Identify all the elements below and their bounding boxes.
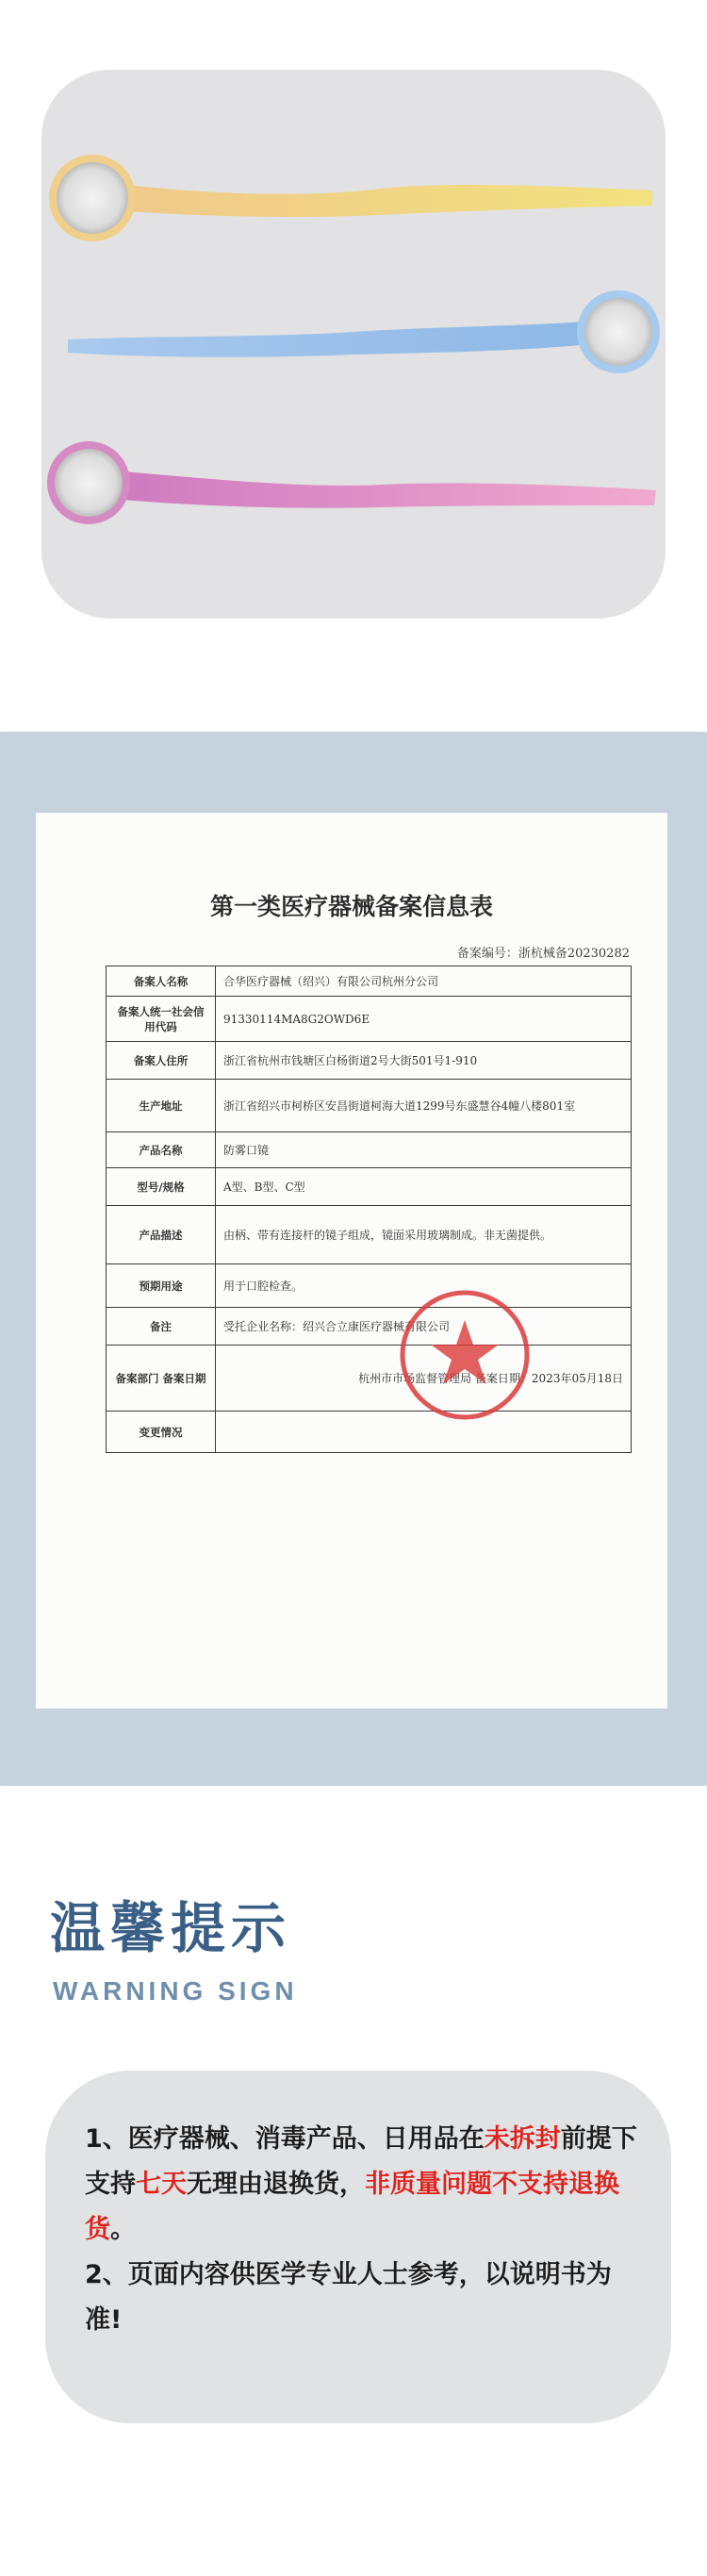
tips-text: [85, 2117, 641, 2343]
table-row: [107, 1412, 632, 1453]
row-label: 产品描述: [107, 1206, 216, 1264]
table-row: [107, 1346, 632, 1412]
yellow-mirror-icon: [49, 155, 652, 241]
table-row: [107, 1308, 632, 1346]
row-label: 变更情况: [107, 1412, 216, 1453]
tip-item-return-policy: [85, 2117, 641, 2253]
tip-text: 前提下支持: [85, 2124, 637, 2199]
product-photo-card: [41, 70, 666, 619]
tips-title: 温馨提示: [50, 1896, 292, 1960]
row-label: 预期用途: [107, 1264, 216, 1308]
row-label: 产品名称: [107, 1132, 216, 1168]
certificate-number: 备案编号：浙杭械备20230282: [456, 947, 630, 961]
dental-mirrors-illustration: [41, 70, 666, 619]
row-value: 受托企业名称：绍兴合立康医疗器械有限公司: [216, 1308, 632, 1346]
certificate-table: [106, 966, 632, 1453]
official-seal-icon: [394, 1284, 535, 1426]
table-row: [107, 997, 632, 1042]
tips-subtitle: WARNING SIGN: [53, 1976, 298, 2006]
row-value: 91330114MA8G2OWD6E: [216, 997, 632, 1042]
row-value: 由柄、带有连接杆的镜子组成，镜面采用玻璃制成。非无菌提供。: [216, 1206, 632, 1264]
row-value: 用于口腔检查。: [216, 1264, 632, 1308]
row-label: 备案人统一社会信用代码: [107, 997, 216, 1042]
row-value: 杭州市市场监督管理局 备案日期：2023年05月18日: [216, 1346, 632, 1412]
tip-text: 无理由退换货，: [187, 2170, 365, 2199]
certificate-document: [36, 813, 667, 1709]
table-row: [107, 1206, 632, 1264]
row-value: 浙江省绍兴市柯桥区安昌街道柯海大道1299号东盛慧谷4幢八楼801室: [216, 1080, 632, 1132]
table-row: [107, 1080, 632, 1132]
row-label: 备注: [107, 1308, 216, 1346]
row-label: 生产地址: [107, 1080, 216, 1132]
pink-mirror-icon: [47, 441, 656, 524]
table-row: [107, 1264, 632, 1308]
table-row: [107, 1042, 632, 1080]
row-label: 备案人住所: [107, 1042, 216, 1080]
tip-highlight-non-quality: 非质量问题不支持退换货: [85, 2170, 619, 2244]
table-row: [107, 966, 632, 997]
tip-highlight-unopened: 未拆封: [484, 2124, 561, 2154]
row-label: 备案部门 备案日期: [107, 1346, 216, 1412]
tip-highlight-seven-days: 七天: [136, 2170, 187, 2199]
row-value: 合华医疗器械（绍兴）有限公司杭州分公司: [216, 966, 632, 997]
certificate-title: 第一类医疗器械备案信息表: [209, 893, 493, 920]
row-label: 备案人名称: [107, 966, 216, 997]
tip-text: 。: [110, 2215, 136, 2244]
table-row: [107, 1168, 632, 1206]
tip-item-reference: 2、页面内容供医学专业人士参考，以说明书为准!: [85, 2260, 612, 2335]
table-row: [107, 1132, 632, 1168]
row-label: 型号/规格: [107, 1168, 216, 1206]
tip-text: 1、医疗器械、消毒产品、日用品在: [85, 2124, 485, 2154]
blue-mirror-icon: [68, 290, 660, 373]
row-value: 防雾口镜: [216, 1132, 632, 1168]
row-value: A型、B型、C型: [216, 1168, 632, 1206]
row-value: 浙江省杭州市钱塘区白杨街道2号大街501号1-910: [216, 1042, 632, 1080]
